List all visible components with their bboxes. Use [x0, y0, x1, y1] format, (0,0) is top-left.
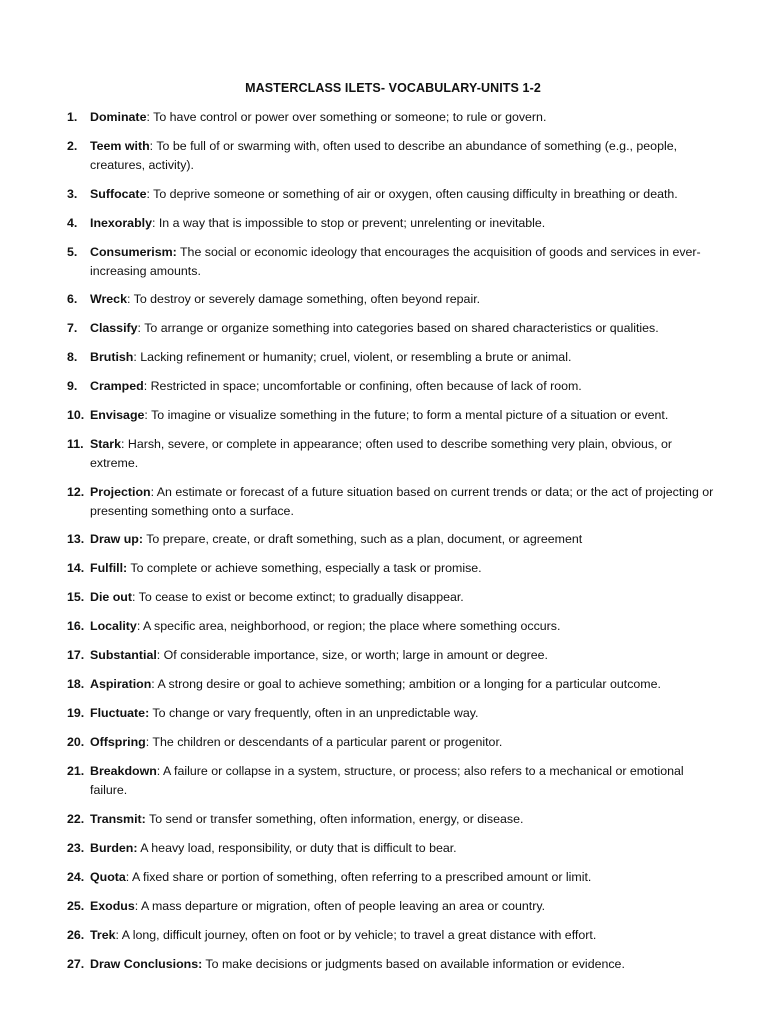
vocab-definition: To complete or achieve something, especially a task or promise.: [127, 561, 482, 575]
vocab-definition: : An estimate or forecast of a future situation based on current trends or data; or the act of projecting or presenting something onto a surface.: [90, 484, 714, 518]
vocab-item: [0, 839, 768, 858]
vocab-definition: : Of considerable importance, size, or worth; large in amount or degree.: [156, 648, 548, 662]
vocab-term: Fulfill:: [90, 561, 128, 575]
item-number: 22.: [67, 811, 85, 826]
item-number: 15.: [67, 590, 85, 604]
item-number: 23.: [67, 840, 85, 855]
vocab-term: Wreck: [90, 292, 127, 306]
vocab-term: Breakdown: [90, 764, 157, 778]
vocab-item: [0, 377, 768, 396]
vocab-term: Transmit:: [90, 811, 146, 826]
vocab-item: [0, 137, 768, 175]
vocab-definition: : A long, difficult journey, often on foot or by vehicle; to travel a great distance with effort.: [115, 927, 597, 942]
vocab-term: Teem with: [90, 139, 150, 153]
vocab-term: Cramped: [90, 379, 144, 393]
item-number: 1.: [67, 110, 78, 124]
vocab-definition: : To deprive someone or something of air or oxygen, often causing difficulty in breathing or death.: [146, 186, 678, 201]
vocab-term: Exodus: [90, 898, 135, 913]
vocab-definition: : A strong desire or goal to achieve something; ambition or a longing for a particular outcome.: [151, 677, 661, 691]
vocab-item: [0, 108, 768, 127]
vocab-term: Offspring: [90, 735, 146, 749]
vocab-item: [0, 955, 768, 974]
vocab-item: [0, 810, 768, 829]
vocab-definition: : Lacking refinement or humanity; cruel, violent, or resembling a brute or animal.: [133, 350, 572, 364]
vocab-term: Brutish: [90, 350, 134, 364]
item-number: 24.: [67, 869, 85, 884]
vocab-item: [0, 762, 768, 800]
vocab-definition: : To imagine or visualize something in the future; to form a mental picture of a situation or event.: [144, 408, 669, 422]
vocab-item: [0, 868, 768, 887]
item-number: 6.: [67, 292, 78, 306]
vocab-term: Fluctuate:: [90, 706, 150, 720]
document-title: MASTERCLASS ILETS- VOCABULARY-UNITS 1-2: [245, 81, 541, 95]
vocab-definition: : To be full of or swarming with, often used to describe an abundance of something (e.g., people, creatures, activity).: [90, 139, 678, 172]
vocab-item: [0, 675, 768, 694]
vocab-term: Die out: [90, 590, 132, 604]
vocab-term: Substantial: [90, 648, 157, 662]
vocab-term: Consumerism:: [90, 244, 177, 259]
vocab-term: Suffocate: [90, 186, 147, 201]
vocab-definition: : A mass departure or migration, often of people leaving an area or country.: [134, 898, 546, 913]
vocab-definition: To send or transfer something, often information, energy, or disease.: [145, 811, 524, 826]
vocab-term: Inexorably: [90, 215, 152, 230]
vocab-item: [0, 704, 768, 723]
vocab-item: [0, 926, 768, 945]
vocab-term: Envisage: [90, 408, 145, 422]
item-number: 21.: [67, 764, 85, 778]
item-number: 9.: [67, 379, 78, 393]
vocab-definition: : To arrange or organize something into categories based on shared characteristics or qualities.: [137, 321, 659, 335]
item-number: 27.: [67, 956, 85, 971]
vocab-item: [0, 214, 768, 233]
vocab-definition: : To cease to exist or become extinct; to gradually disappear.: [132, 590, 464, 604]
vocab-item: [0, 559, 768, 578]
vocab-item: [0, 435, 768, 473]
item-number: 20.: [67, 735, 85, 749]
vocab-definition: : To have control or power over something or someone; to rule or govern.: [146, 110, 547, 124]
vocab-item: [0, 897, 768, 916]
vocab-term: Burden:: [90, 840, 138, 855]
vocab-definition: : To destroy or severely damage something, often beyond repair.: [126, 292, 481, 306]
item-number: 10.: [67, 408, 85, 422]
item-number: 16.: [67, 619, 85, 633]
vocab-definition: : The children or descendants of a particular parent or progenitor.: [145, 735, 503, 749]
item-number: 4.: [67, 215, 78, 230]
vocab-term: Draw up:: [90, 532, 144, 546]
vocab-item: [0, 348, 768, 367]
item-number: 19.: [67, 706, 85, 720]
vocab-definition: To make decisions or judgments based on available information or evidence.: [202, 956, 625, 971]
vocab-term: Aspiration: [90, 677, 152, 691]
vocabulary-list: [0, 108, 768, 984]
vocab-term: Locality: [90, 619, 137, 633]
vocab-term: Stark: [90, 437, 121, 451]
vocab-definition: To prepare, create, or draft something, such as a plan, document, or agreement: [143, 532, 583, 546]
vocab-term: Draw Conclusions:: [90, 956, 203, 971]
vocab-definition: To change or vary frequently, often in an unpredictable way.: [149, 706, 479, 720]
vocab-item: [0, 483, 768, 521]
item-number: 17.: [67, 648, 85, 662]
item-number: 3.: [67, 186, 78, 201]
item-number: 2.: [67, 139, 78, 153]
item-number: 11.: [67, 437, 84, 451]
vocab-item: [0, 617, 768, 636]
item-number: 25.: [67, 898, 85, 913]
vocab-definition: : Harsh, severe, or complete in appearance; often used to describe something very plain, obvious, or extreme.: [90, 437, 672, 470]
vocab-definition: : A failure or collapse in a system, structure, or process; also refers to a mechanical or emotional failure.: [90, 764, 684, 797]
vocab-item: [0, 406, 768, 425]
vocab-term: Classify: [90, 321, 138, 335]
vocab-item: [0, 646, 768, 665]
vocab-term: Dominate: [90, 110, 147, 124]
vocab-definition: : Restricted in space; uncomfortable or confining, often because of lack of room.: [143, 379, 582, 393]
vocab-term: Trek: [90, 927, 116, 942]
vocab-term: Quota: [90, 869, 126, 884]
vocab-definition: : A specific area, neighborhood, or region; the place where something occurs.: [136, 619, 561, 633]
vocab-definition: : In a way that is impossible to stop or prevent; unrelenting or inevitable.: [151, 215, 546, 230]
item-number: 26.: [67, 927, 85, 942]
vocab-definition: A heavy load, responsibility, or duty that is difficult to bear.: [137, 840, 457, 855]
vocab-item: [0, 290, 768, 309]
vocab-item: [0, 733, 768, 752]
vocab-item: [0, 243, 768, 281]
item-number: 8.: [67, 350, 78, 364]
vocab-item: [0, 588, 768, 607]
vocab-item: [0, 185, 768, 204]
item-number: 7.: [67, 321, 78, 335]
item-number: 18.: [67, 677, 85, 691]
item-number: 13.: [67, 532, 85, 546]
vocab-definition: The social or economic ideology that encourages the acquisition of goods and services in ever-increasing amounts.: [90, 244, 701, 278]
vocab-term: Projection: [90, 484, 151, 499]
vocab-definition: : A fixed share or portion of something, often referring to a prescribed amount or limit.: [125, 869, 592, 884]
item-number: 5.: [67, 244, 78, 259]
vocab-item: [0, 319, 768, 338]
item-number: 14.: [67, 561, 85, 575]
vocab-item: [0, 530, 768, 549]
item-number: 12.: [67, 484, 85, 499]
